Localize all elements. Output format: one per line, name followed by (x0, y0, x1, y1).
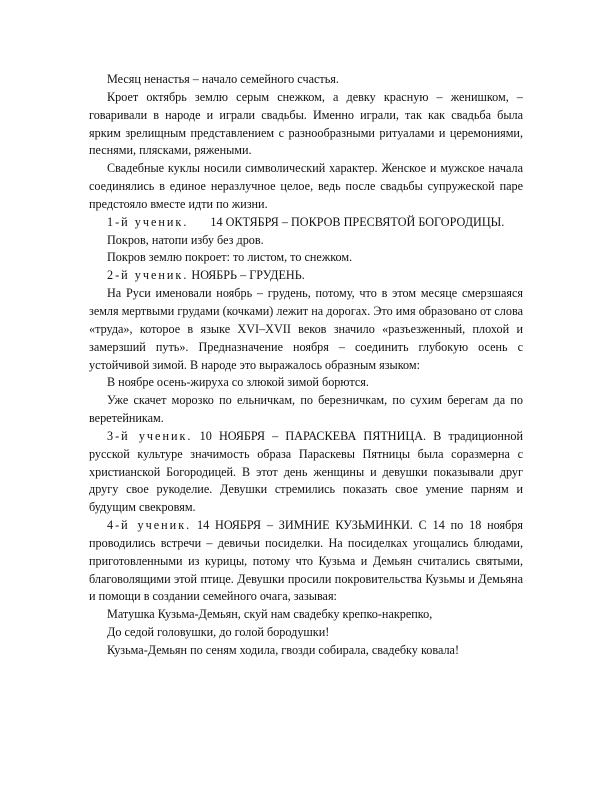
section-pokrov (89, 214, 523, 232)
section-kuzminki (89, 517, 523, 606)
paragraph-intro: Кроет октябрь землю серым снежком, а девку красную – женишком, – говаривали в народе и играли свадьбы. Именно играли, так как свадьба была ярким зрелищным представлением с разнообразными ритуалами и церемониями, песнями, плясками, ряжеными. (89, 89, 523, 158)
speaker-label: 4-й ученик. (107, 518, 192, 533)
section-heading: 14 НОЯБРЯ – ЗИМНИЕ КУЗЬМИНКИ. (197, 518, 413, 533)
section-gruden (89, 267, 523, 285)
speaker-label: 1-й ученик. (107, 214, 189, 229)
paragraph-chant: До седой головушки, до голой бородушки! (107, 625, 330, 640)
section-paraskeva (89, 428, 523, 517)
paragraph-saying: Уже скачет морозко по ельничкам, по березничкам, по сухим берегам да по веретейникам. (89, 393, 523, 426)
section-heading: 14 ОКТЯБРЯ – ПОКРОВ ПРЕСВЯТОЙ БОГОРОДИЦЫ. (210, 214, 505, 229)
paragraph-saying: В ноябре осень-жируха со злюкой зимой борются. (107, 375, 369, 390)
section-text: В традиционной русской культуре значимость образа Параскевы Пятницы была соразмерна с христианской Богородицей. В этот день женщины и девушки показывали друг другу свое рукоделие. Девушки стремились показать свое умение парням и будущим свекровям. (89, 428, 523, 515)
speaker-label: 2-й ученик. (107, 268, 189, 283)
paragraph-chant: Кузьма-Демьян по сеням ходила, гвозди собирала, свадебку ковала! (107, 643, 460, 657)
section-heading: НОЯБРЬ – ГРУДЕНЬ. (191, 268, 305, 283)
section-text: С 14 по 18 ноября проводились встречи – девичьи посиделки. На посиделках угощались блюдами, приготовленными из курицы, потому что Кузьма и Демьян считались святыми, благоволящими этой птице. Девушки просили покровительства Кузьмы и Демьяна и помощи в создании семейного очага, зазывая: (89, 518, 524, 604)
paragraph-saying: Покров землю покроет: то листом, то снежком. (107, 250, 353, 265)
paragraph-chant: Матушка Кузьма-Демьян, скуй нам свадебку крепко-накрепко, (107, 607, 433, 622)
paragraph-november: На Руси именовали ноябрь – грудень, потому, что в этом месяце смерзшаяся земля мертвыми грудами (кочками) лежит на дорогах. Это имя образовано от слова «труда», которое в языке XVI–XVII веков значило «разъезженный, плохой и замерзший путь». Предназначение ноября – соединить глубокую осень с устойчивой зимой. В народе это выражалось образным языком: (89, 286, 523, 372)
paragraph-saying: Покров, натопи избу без дров. (107, 232, 264, 247)
paragraph-dolls: Свадебные куклы носили символический характер. Женское и мужское начала соединялись в единое неразлучное целое, ведь после свадьбы супружеской паре предстояло вместе идти по жизни. (89, 161, 523, 211)
speaker-label: 3-й ученик. (107, 428, 193, 443)
section-heading: 10 НОЯБРЯ – ПАРАСКЕВА ПЯТНИЦА. (199, 428, 427, 443)
paragraph-proverb: Месяц ненастья – начало семейного счастья. (107, 72, 339, 86)
document-page (89, 71, 523, 660)
